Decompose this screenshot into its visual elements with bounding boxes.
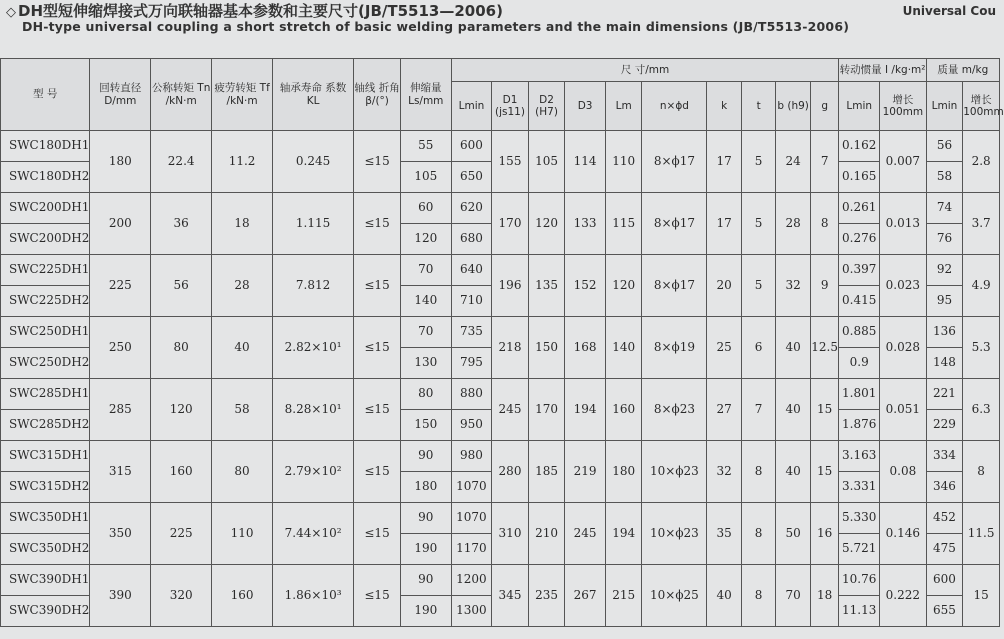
nom-torque-cell: 36 [151,193,212,255]
t-cell: 5 [741,193,776,255]
bearing-life-cell: 1.86×10³ [273,565,354,627]
b-cell: 24 [776,131,811,193]
col-axis-angle: 轴线 折角 β/(°) [354,59,401,131]
inertia-inc-cell: 0.013 [880,193,927,255]
rot-dia-cell: 350 [90,503,151,565]
col-lmin: Lmin [451,82,492,131]
mass-lmin-cell: 74 [926,193,963,224]
axis-angle-cell: ≤15 [354,255,401,317]
mass-inc-cell: 15 [963,565,1000,627]
nxd-cell: 10×ϕ25 [642,565,707,627]
col-nxd: n×ϕd [642,82,707,131]
mass-lmin-cell: 56 [926,131,963,162]
d2-cell: 135 [528,255,565,317]
mass-lmin-cell: 92 [926,255,963,286]
col-nom-torque: 公称转矩 Tn /kN·m [151,59,212,131]
axis-angle-cell: ≤15 [354,441,401,503]
d2-cell: 120 [528,193,565,255]
mass-lmin-cell: 95 [926,286,963,317]
t-cell: 8 [741,441,776,503]
inertia-lmin-cell: 10.76 [839,565,880,596]
model-cell: SWC225DH1 [1,255,90,286]
stretch-cell: 190 [400,596,451,627]
k-cell: 20 [707,255,742,317]
d3-cell: 267 [565,565,606,627]
nxd-cell: 8×ϕ17 [642,193,707,255]
d3-cell: 194 [565,379,606,441]
b-cell: 28 [776,193,811,255]
model-cell: SWC180DH2 [1,162,90,193]
col-model: 型 号 [1,59,90,131]
g-cell: 18 [810,565,839,627]
nxd-cell: 10×ϕ23 [642,503,707,565]
k-cell: 35 [707,503,742,565]
inertia-inc-cell: 0.028 [880,317,927,379]
nom-torque-cell: 22.4 [151,131,212,193]
d1-cell: 345 [492,565,529,627]
axis-angle-cell: ≤15 [354,131,401,193]
g-cell: 8 [810,193,839,255]
table-row [1,503,1000,534]
g-cell: 16 [810,503,839,565]
inertia-lmin-cell: 11.13 [839,596,880,627]
col-inertia-inc: 增长 100mm [880,82,927,131]
lm-cell: 110 [605,131,642,193]
fat-torque-cell: 18 [212,193,273,255]
col-mass-inc: 增长 100mm [963,82,1000,131]
d1-cell: 245 [492,379,529,441]
table-row [1,565,1000,596]
table-row [1,255,1000,286]
t-cell: 5 [741,131,776,193]
bearing-life-cell: 1.115 [273,193,354,255]
b-cell: 40 [776,317,811,379]
col-b: b (h9) [776,82,811,131]
stretch-cell: 120 [400,224,451,255]
mass-lmin-cell: 452 [926,503,963,534]
t-cell: 7 [741,379,776,441]
inertia-lmin-cell: 0.165 [839,162,880,193]
k-cell: 32 [707,441,742,503]
stretch-cell: 105 [400,162,451,193]
g-cell: 15 [810,379,839,441]
stretch-cell: 140 [400,286,451,317]
mass-lmin-cell: 229 [926,410,963,441]
mass-inc-cell: 11.5 [963,503,1000,565]
inertia-lmin-cell: 3.163 [839,441,880,472]
mass-inc-cell: 3.7 [963,193,1000,255]
inertia-inc-cell: 0.023 [880,255,927,317]
table-body [1,131,1000,627]
d2-cell: 235 [528,565,565,627]
rot-dia-cell: 250 [90,317,151,379]
inertia-lmin-cell: 3.331 [839,472,880,503]
b-cell: 32 [776,255,811,317]
col-stretch: 伸缩量 Ls/mm [400,59,451,131]
mass-lmin-cell: 76 [926,224,963,255]
table-row [1,131,1000,162]
col-t: t [741,82,776,131]
axis-angle-cell: ≤15 [354,379,401,441]
d1-cell: 218 [492,317,529,379]
d1-cell: 196 [492,255,529,317]
d3-cell: 245 [565,503,606,565]
lmin-cell: 950 [451,410,492,441]
mass-inc-cell: 2.8 [963,131,1000,193]
fat-torque-cell: 160 [212,565,273,627]
stretch-cell: 70 [400,255,451,286]
nom-torque-cell: 80 [151,317,212,379]
d1-cell: 280 [492,441,529,503]
d2-cell: 150 [528,317,565,379]
d3-cell: 168 [565,317,606,379]
mass-lmin-cell: 475 [926,534,963,565]
nom-torque-cell: 320 [151,565,212,627]
inertia-lmin-cell: 0.415 [839,286,880,317]
d3-cell: 152 [565,255,606,317]
fat-torque-cell: 110 [212,503,273,565]
mass-lmin-cell: 600 [926,565,963,596]
mass-inc-cell: 4.9 [963,255,1000,317]
axis-angle-cell: ≤15 [354,565,401,627]
d1-cell: 310 [492,503,529,565]
bearing-life-cell: 8.28×10¹ [273,379,354,441]
g-cell: 12.5 [810,317,839,379]
lmin-cell: 640 [451,255,492,286]
mass-lmin-cell: 148 [926,348,963,379]
nxd-cell: 8×ϕ17 [642,255,707,317]
lmin-cell: 735 [451,317,492,348]
lmin-cell: 680 [451,224,492,255]
bearing-life-cell: 7.44×10² [273,503,354,565]
bearing-life-cell: 7.812 [273,255,354,317]
stretch-cell: 90 [400,441,451,472]
col-mass-lmin: Lmin [926,82,963,131]
rot-dia-cell: 180 [90,131,151,193]
g-cell: 7 [810,131,839,193]
b-cell: 40 [776,379,811,441]
model-cell: SWC180DH1 [1,131,90,162]
d2-cell: 185 [528,441,565,503]
col-lm: Lm [605,82,642,131]
stretch-cell: 90 [400,503,451,534]
table-row [1,441,1000,472]
lmin-cell: 880 [451,379,492,410]
title-en: DH-type universal coupling a short stretch of basic welding parameters and the main dimensions (JB/T5513-2006) [22,19,850,34]
g-cell: 9 [810,255,839,317]
b-cell: 70 [776,565,811,627]
model-cell: SWC285DH2 [1,410,90,441]
model-cell: SWC315DH2 [1,472,90,503]
nxd-cell: 8×ϕ17 [642,131,707,193]
inertia-lmin-cell: 0.397 [839,255,880,286]
rot-dia-cell: 285 [90,379,151,441]
fat-torque-cell: 80 [212,441,273,503]
d3-cell: 133 [565,193,606,255]
stretch-cell: 150 [400,410,451,441]
fat-torque-cell: 40 [212,317,273,379]
model-cell: SWC200DH1 [1,193,90,224]
lmin-cell: 1070 [451,503,492,534]
lm-cell: 120 [605,255,642,317]
inertia-lmin-cell: 0.9 [839,348,880,379]
table-row [1,379,1000,410]
inertia-inc-cell: 0.222 [880,565,927,627]
model-cell: SWC350DH2 [1,534,90,565]
stretch-cell: 190 [400,534,451,565]
nxd-cell: 8×ϕ19 [642,317,707,379]
d1-cell: 170 [492,193,529,255]
model-cell: SWC285DH1 [1,379,90,410]
lmin-cell: 710 [451,286,492,317]
stretch-cell: 55 [400,131,451,162]
inertia-inc-cell: 0.007 [880,131,927,193]
lm-cell: 160 [605,379,642,441]
mass-lmin-cell: 58 [926,162,963,193]
col-d2: D2 (H7) [528,82,565,131]
page-corner-label: Universal Cou [902,4,996,18]
model-cell: SWC390DH1 [1,565,90,596]
nxd-cell: 8×ϕ23 [642,379,707,441]
fat-torque-cell: 11.2 [212,131,273,193]
model-cell: SWC315DH1 [1,441,90,472]
lmin-cell: 1300 [451,596,492,627]
col-g: g [810,82,839,131]
d3-cell: 114 [565,131,606,193]
table-row [1,317,1000,348]
rot-dia-cell: 390 [90,565,151,627]
inertia-lmin-cell: 1.801 [839,379,880,410]
lmin-cell: 620 [451,193,492,224]
t-cell: 8 [741,565,776,627]
nom-torque-cell: 56 [151,255,212,317]
mass-inc-cell: 6.3 [963,379,1000,441]
mass-lmin-cell: 346 [926,472,963,503]
t-cell: 6 [741,317,776,379]
axis-angle-cell: ≤15 [354,503,401,565]
b-cell: 50 [776,503,811,565]
fat-torque-cell: 58 [212,379,273,441]
col-d1: D1 (js11) [492,82,529,131]
inertia-lmin-cell: 0.261 [839,193,880,224]
bearing-life-cell: 2.79×10² [273,441,354,503]
lm-cell: 194 [605,503,642,565]
nom-torque-cell: 120 [151,379,212,441]
inertia-inc-cell: 0.051 [880,379,927,441]
lmin-cell: 650 [451,162,492,193]
g-cell: 15 [810,441,839,503]
k-cell: 17 [707,131,742,193]
inertia-lmin-cell: 5.330 [839,503,880,534]
lmin-cell: 1200 [451,565,492,596]
lmin-cell: 1170 [451,534,492,565]
model-cell: SWC225DH2 [1,286,90,317]
model-cell: SWC250DH2 [1,348,90,379]
lm-cell: 180 [605,441,642,503]
mass-lmin-cell: 334 [926,441,963,472]
bearing-life-cell: 0.245 [273,131,354,193]
b-cell: 40 [776,441,811,503]
col-group-dimensions: 尺 寸/mm [451,59,839,82]
stretch-cell: 180 [400,472,451,503]
diamond-icon: ◇ [6,5,16,20]
stretch-cell: 80 [400,379,451,410]
col-inertia-lmin: Lmin [839,82,880,131]
t-cell: 8 [741,503,776,565]
d2-cell: 210 [528,503,565,565]
stretch-cell: 90 [400,565,451,596]
nom-torque-cell: 160 [151,441,212,503]
inertia-inc-cell: 0.08 [880,441,927,503]
stretch-cell: 70 [400,317,451,348]
spec-table [0,58,1004,627]
col-d3: D3 [565,82,606,131]
lmin-cell: 795 [451,348,492,379]
col-bearing-life: 轴承寿命 系数 KL [273,59,354,131]
fat-torque-cell: 28 [212,255,273,317]
d3-cell: 219 [565,441,606,503]
model-cell: SWC250DH1 [1,317,90,348]
mass-lmin-cell: 136 [926,317,963,348]
col-group-inertia: 转动惯量 I /kg·m² [839,59,926,82]
mass-lmin-cell: 221 [926,379,963,410]
stretch-cell: 130 [400,348,451,379]
t-cell: 5 [741,255,776,317]
inertia-inc-cell: 0.146 [880,503,927,565]
mass-inc-cell: 8 [963,441,1000,503]
lm-cell: 215 [605,565,642,627]
inertia-lmin-cell: 0.162 [839,131,880,162]
bearing-life-cell: 2.82×10¹ [273,317,354,379]
lmin-cell: 1070 [451,472,492,503]
nxd-cell: 10×ϕ23 [642,441,707,503]
lm-cell: 115 [605,193,642,255]
col-group-mass: 质量 m/kg [926,59,999,82]
rot-dia-cell: 315 [90,441,151,503]
stretch-cell: 60 [400,193,451,224]
axis-angle-cell: ≤15 [354,193,401,255]
table-row [1,193,1000,224]
mass-lmin-cell: 655 [926,596,963,627]
axis-angle-cell: ≤15 [354,317,401,379]
nom-torque-cell: 225 [151,503,212,565]
d2-cell: 105 [528,131,565,193]
model-cell: SWC350DH1 [1,503,90,534]
model-cell: SWC200DH2 [1,224,90,255]
col-k: k [707,82,742,131]
d1-cell: 155 [492,131,529,193]
inertia-lmin-cell: 1.876 [839,410,880,441]
inertia-lmin-cell: 0.276 [839,224,880,255]
k-cell: 27 [707,379,742,441]
lmin-cell: 980 [451,441,492,472]
k-cell: 17 [707,193,742,255]
inertia-lmin-cell: 5.721 [839,534,880,565]
inertia-lmin-cell: 0.885 [839,317,880,348]
rot-dia-cell: 225 [90,255,151,317]
lmin-cell: 600 [451,131,492,162]
col-rot-dia: 回转直径 D/mm [90,59,151,131]
model-cell: SWC390DH2 [1,596,90,627]
mass-inc-cell: 5.3 [963,317,1000,379]
d2-cell: 170 [528,379,565,441]
k-cell: 25 [707,317,742,379]
col-fat-torque: 疲劳转矩 Tf /kN·m [212,59,273,131]
title-zh: ◇ DH型短伸缩焊接式万向联轴器基本参数和主要尺寸(JB/T5513—2006) [6,2,503,20]
rot-dia-cell: 200 [90,193,151,255]
lm-cell: 140 [605,317,642,379]
k-cell: 40 [707,565,742,627]
